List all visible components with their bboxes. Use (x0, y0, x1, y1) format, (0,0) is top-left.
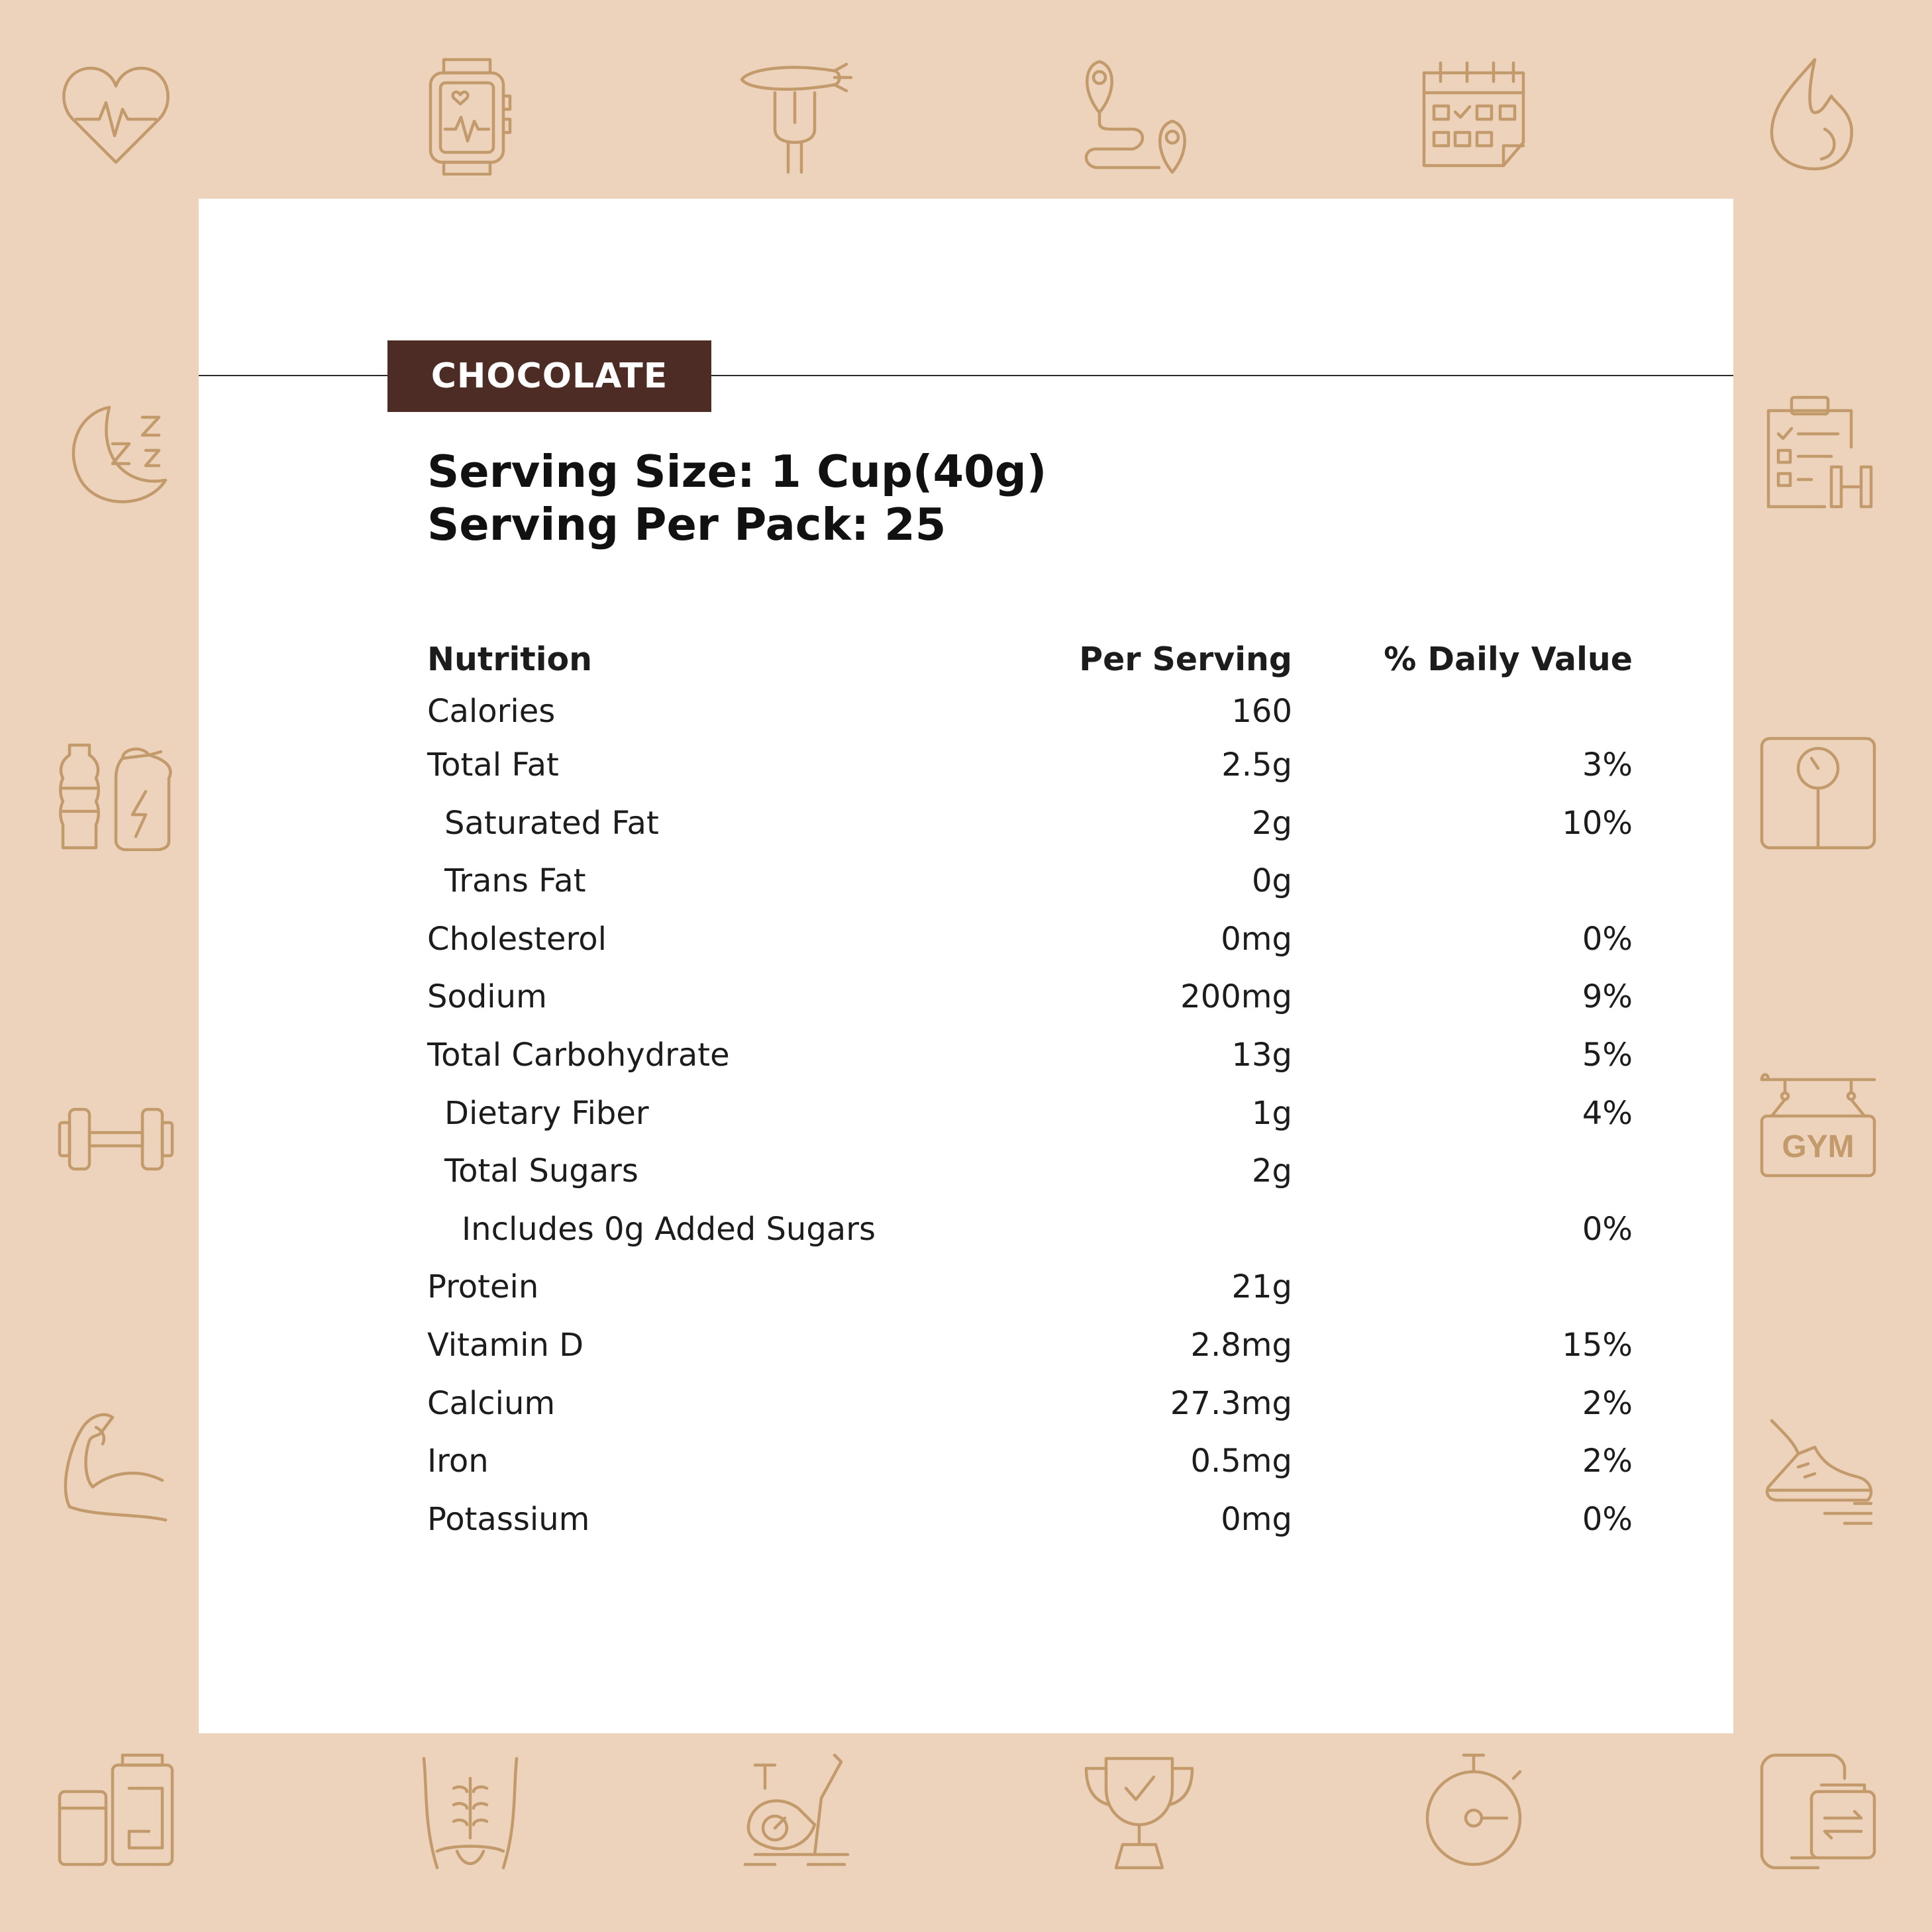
water-bottles-icon (56, 732, 176, 851)
nutrient-per-serving: 0mg (1221, 1500, 1292, 1538)
nutrition-card (199, 199, 1733, 1733)
nutrient-name: Sodium (427, 978, 547, 1016)
table-row (427, 911, 1633, 969)
nutrient-per-serving: 200mg (1180, 978, 1292, 1016)
calendar-icon (1414, 56, 1533, 176)
table-row (427, 1258, 1633, 1317)
nutrient-per-serving: 0g (1251, 862, 1292, 900)
table-row (427, 1027, 1633, 1085)
table-row (427, 1491, 1633, 1549)
nutrient-daily-value: 0% (1582, 1210, 1633, 1248)
nutrient-per-serving: 160 (1231, 693, 1292, 730)
abs-torso-icon (411, 1752, 530, 1871)
fork-carrot-icon (735, 56, 854, 176)
nutrient-daily-value: 15% (1562, 1326, 1633, 1364)
moon-sleep-icon (56, 394, 176, 513)
nutrient-daily-value: 2% (1582, 1384, 1633, 1422)
table-header-row (427, 633, 1633, 686)
nutrient-name: Calories (427, 693, 556, 730)
table-row (427, 1317, 1633, 1375)
nutrient-per-serving: 27.3mg (1170, 1384, 1292, 1422)
serving-size: Serving Size: 1 Cup(40g) (427, 446, 1047, 497)
nutrient-name: Iron (427, 1443, 489, 1480)
header-nutrition: Nutrition (427, 640, 593, 678)
nutrient-per-serving: 1g (1251, 1094, 1292, 1132)
gym-sign-text: GYM (1782, 1129, 1855, 1164)
nutrient-daily-value: 0% (1582, 1500, 1633, 1538)
stopwatch-icon (1414, 1752, 1533, 1871)
table-row (427, 737, 1633, 795)
table-row (427, 1433, 1633, 1491)
table-row (427, 1201, 1633, 1259)
table-row (427, 1375, 1633, 1433)
nutrient-daily-value: 10% (1562, 804, 1633, 842)
serving-info (427, 445, 1046, 551)
exercise-bike-icon (735, 1752, 854, 1871)
nutrient-per-serving: 0mg (1221, 920, 1292, 958)
nutrient-per-serving: 2g (1251, 1152, 1292, 1190)
nutrient-name: Protein (427, 1268, 539, 1306)
nutrient-name: Dietary Fiber (444, 1094, 649, 1132)
nutrient-per-serving: 0.5mg (1190, 1443, 1292, 1480)
nutrient-daily-value: 9% (1582, 978, 1633, 1016)
nutrient-name: Cholesterol (427, 920, 607, 958)
serving-per-pack: Serving Per Pack: 25 (427, 499, 946, 550)
nutrient-daily-value: 0% (1582, 920, 1633, 958)
workout-plan-icon (1758, 394, 1878, 513)
weight-scale-icon (1758, 732, 1878, 851)
nutrient-daily-value: 3% (1582, 746, 1633, 784)
nutrient-daily-value: 2% (1582, 1443, 1633, 1480)
nutrient-per-serving: 2g (1251, 804, 1292, 842)
nutrient-per-serving: 2.8mg (1190, 1326, 1292, 1364)
table-row (427, 795, 1633, 853)
gym-sign-icon (1758, 1066, 1878, 1186)
nutrient-name: Saturated Fat (444, 804, 659, 842)
route-map-icon (1080, 56, 1199, 176)
dumbbell-icon (56, 1080, 176, 1199)
nutrient-per-serving: 13g (1231, 1036, 1292, 1074)
header-per-serving: Per Serving (1079, 640, 1292, 678)
flavor-badge: CHOCOLATE (387, 340, 711, 412)
flexed-arm-icon (56, 1407, 176, 1527)
heart-rate-icon (56, 56, 176, 176)
nutrition-table (427, 633, 1633, 1549)
nutrient-name: Vitamin D (427, 1326, 584, 1364)
flame-icon (1758, 56, 1878, 176)
nutrient-name: Potassium (427, 1500, 590, 1538)
supplement-jars-icon (56, 1752, 176, 1871)
smartwatch-icon (411, 56, 530, 176)
nutrient-per-serving: 21g (1231, 1268, 1292, 1306)
nutrient-name: Total Carbohydrate (427, 1036, 730, 1074)
nutrient-per-serving: 2.5g (1221, 746, 1292, 784)
table-row (427, 852, 1633, 911)
table-row (427, 1085, 1633, 1143)
nutrient-name: Total Fat (427, 746, 559, 784)
table-row (427, 1143, 1633, 1201)
header-daily-value: % Daily Value (1384, 640, 1633, 678)
nutrient-name: Calcium (427, 1384, 556, 1422)
fitness-app-icon (1758, 1752, 1878, 1871)
nutrient-daily-value: 5% (1582, 1036, 1633, 1074)
table-row (427, 686, 1633, 737)
nutrient-name: Total Sugars (444, 1152, 638, 1190)
trophy-icon (1080, 1752, 1199, 1871)
nutrient-daily-value: 4% (1582, 1094, 1633, 1132)
table-row (427, 968, 1633, 1027)
nutrient-name: Trans Fat (444, 862, 586, 900)
running-shoe-icon (1758, 1407, 1878, 1527)
nutrient-name: Includes 0g Added Sugars (462, 1210, 876, 1248)
